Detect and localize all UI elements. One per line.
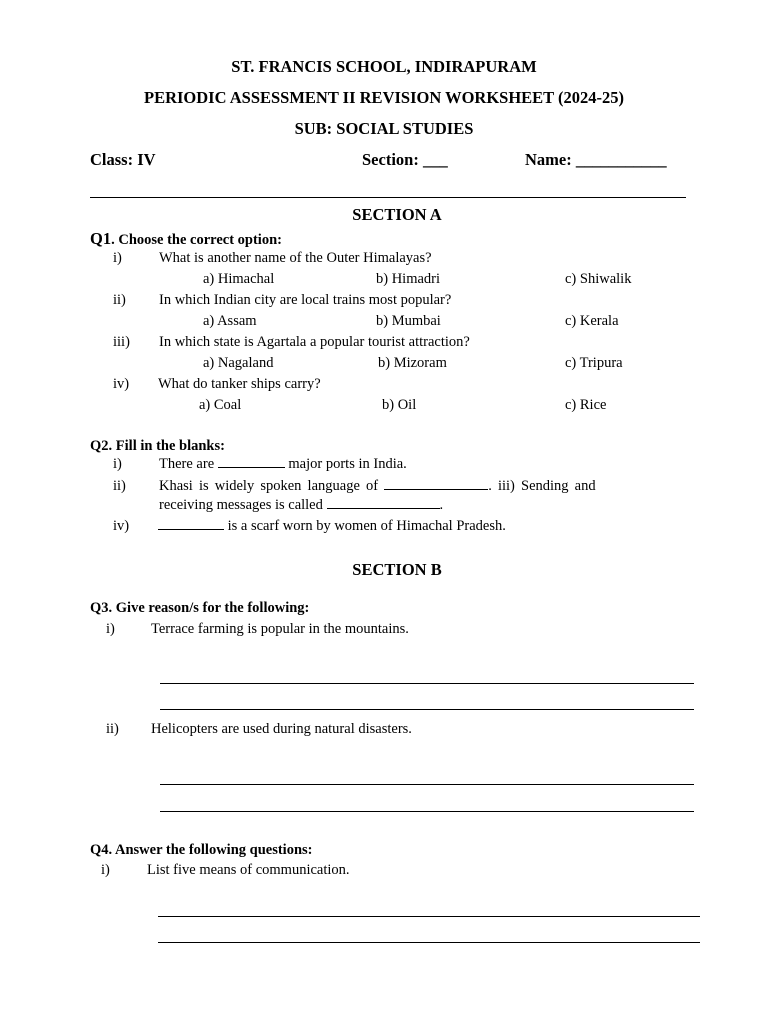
q2-text-before-blank: There are (159, 456, 215, 472)
q2-item-text (159, 478, 596, 495)
q3-item-text: Terrace farming is popular in the mountains. (151, 621, 409, 637)
school-name: ST. FRANCIS SCHOOL, INDIRAPURAM (231, 57, 537, 76)
worksheet-title: PERIODIC ASSESSMENT II REVISION WORKSHEET (2024-25) (144, 88, 624, 107)
q1-item-number: i) (113, 250, 122, 266)
q1-option-c: c) Kerala (565, 313, 619, 329)
q1-question: What is another name of the Outer Himalayas? (159, 250, 432, 266)
q4-item-text: List five means of communication. (147, 862, 350, 878)
q1-option-c: c) Shiwalik (565, 271, 632, 287)
answer-blank[interactable] (218, 466, 285, 468)
q1-option-b: b) Mizoram (378, 355, 447, 371)
q2-text-before-blank: Khasi is widely spoken language of (159, 478, 379, 494)
q2-item-text (158, 518, 506, 535)
q1-item-number: iii) (113, 334, 130, 350)
q2-text-before-blank: receiving messages is called (159, 497, 323, 513)
q1-item-number: iv) (113, 376, 130, 392)
section-a-heading: SECTION A (352, 205, 442, 224)
answer-line[interactable] (158, 942, 700, 943)
q4-item-number: i) (101, 862, 110, 878)
answer-blank[interactable] (327, 507, 440, 509)
q3-heading: Q3. Give reason/s for the following: (90, 600, 310, 616)
answer-blank[interactable] (158, 528, 224, 530)
q3-item-number: ii) (106, 721, 119, 737)
q1-option-b: b) Himadri (376, 271, 441, 287)
q2-text-after-blank: . (439, 497, 444, 513)
q2-text-after-blank: is a scarf worn by women of Himachal Pradesh. (227, 518, 506, 534)
subject-label: SUB: SOCIAL STUDIES (294, 119, 474, 138)
q1-question: In which state is Agartala a popular tourist attraction? (159, 334, 470, 350)
q1-number: Q1 (90, 229, 112, 248)
q2-item-number: ii) (113, 478, 126, 494)
q1-question: In which Indian city are local trains most popular? (159, 292, 452, 308)
q1-option-a: a) Himachal (203, 271, 275, 287)
q2-text-after-blank: . iii) Sending and (488, 478, 596, 494)
q3-item-number: i) (106, 621, 115, 637)
q4-heading: Q4. Answer the following questions: (90, 842, 313, 858)
q2-text-after-blank: major ports in India. (288, 456, 407, 472)
q1-option-b: b) Oil (382, 397, 417, 413)
q1-option-b: b) Mumbai (376, 313, 441, 329)
answer-line[interactable] (160, 784, 694, 785)
q1-option-a: a) Coal (199, 397, 242, 413)
q1-title: . Choose the correct option: (111, 232, 282, 248)
q1-question: What do tanker ships carry? (158, 376, 321, 392)
q2-item-text-continued (159, 497, 443, 514)
q1-option-a: a) Assam (203, 313, 257, 329)
q2-item-text (159, 456, 407, 473)
q2-heading: Q2. Fill in the blanks: (90, 438, 225, 454)
q1-option-a: a) Nagaland (203, 355, 274, 371)
answer-line[interactable] (160, 811, 694, 812)
q1-option-c: c) Tripura (565, 355, 623, 371)
answer-blank[interactable] (384, 488, 488, 490)
name-field: Name: ___________ (525, 150, 667, 169)
header-divider (90, 197, 686, 198)
answer-line[interactable] (158, 916, 700, 917)
q1-item-number: ii) (113, 292, 126, 308)
class-label: Class: IV (90, 150, 156, 169)
q2-item-number: i) (113, 456, 122, 472)
answer-line[interactable] (160, 709, 694, 710)
q1-heading (90, 229, 282, 249)
answer-line[interactable] (160, 683, 694, 684)
section-field: Section: ___ (362, 150, 448, 169)
q3-item-text: Helicopters are used during natural disasters. (151, 721, 412, 737)
section-b-heading: SECTION B (352, 560, 442, 579)
q1-option-c: c) Rice (565, 397, 607, 413)
q2-item-number: iv) (113, 518, 130, 534)
